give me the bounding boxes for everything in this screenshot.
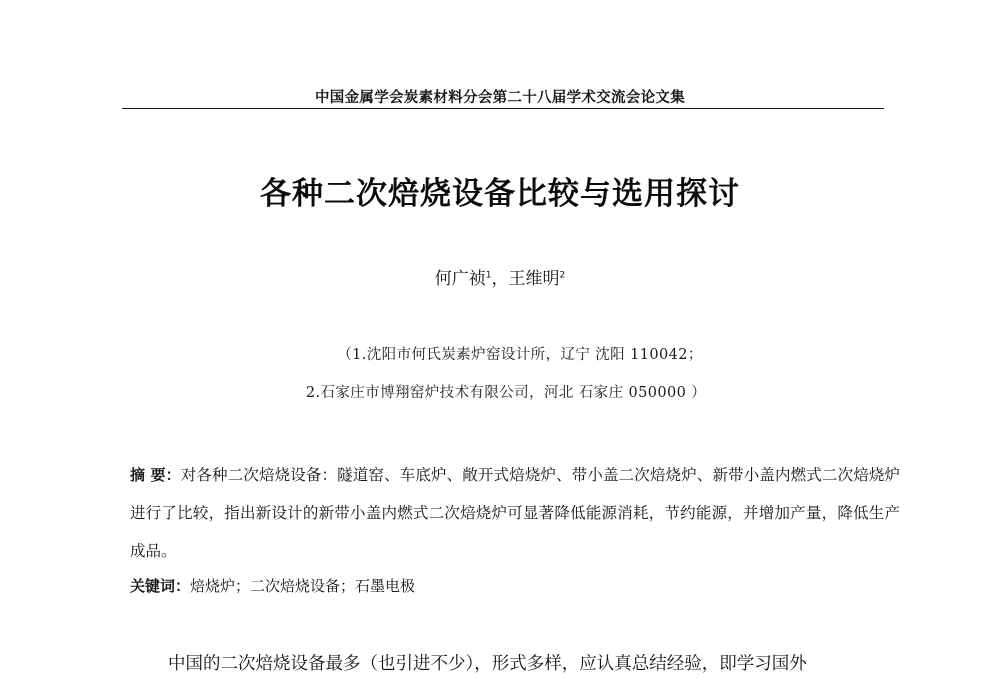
author-separator: ， bbox=[491, 269, 509, 289]
header-rule bbox=[122, 108, 884, 109]
body-paragraph-line: 中国的二次焙烧设备最多（也引进不少），形式多样，应认真总结经验，即学习国外 bbox=[168, 654, 807, 674]
keywords-text: 焙烧炉；二次焙烧设备；石墨电极 bbox=[190, 577, 416, 595]
author-affil-mark: 2 bbox=[559, 270, 566, 281]
author-name: 王维明 bbox=[508, 269, 560, 289]
affiliation-2: 2.石家庄市博翔窑炉技术有限公司，河北 石家庄 050000 ） bbox=[305, 385, 707, 401]
affiliation-1: （1.沈阳市何氏炭素炉窑设计所，辽宁 沈阳 110042； bbox=[337, 347, 703, 363]
author-affil-mark: 1 bbox=[485, 270, 492, 281]
running-header: 中国金属学会炭素材料分会第二十八届学术交流会论文集 bbox=[315, 90, 685, 106]
abstract-text: 对各种二次焙烧设备：隧道窑、车底炉、敞开式焙烧炉、带小盖二次焙烧炉、新带小盖内燃式二次焙烧炉进行了比较，指出新设计的新带小盖内燃式二次焙烧炉可显著降低能源消耗，节约能源，并增加产量，降低生产成品。 bbox=[130, 466, 900, 560]
abstract-label: 摘 要： bbox=[130, 466, 181, 484]
keywords bbox=[130, 575, 415, 596]
keywords-label: 关键词： bbox=[130, 577, 191, 595]
abstract bbox=[130, 456, 900, 570]
author-line bbox=[0, 264, 1000, 289]
paper-title: 各种二次焙烧设备比较与选用探讨 bbox=[260, 176, 740, 212]
author-name: 何广祯 bbox=[434, 269, 486, 289]
